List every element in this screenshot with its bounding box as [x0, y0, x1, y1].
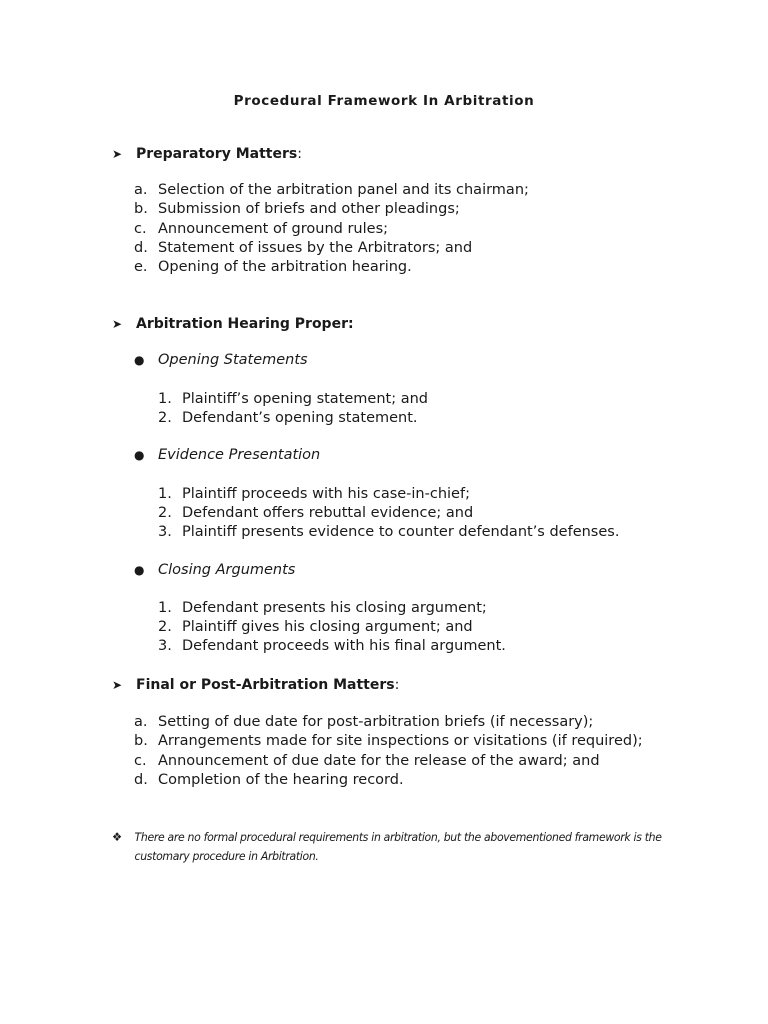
list-item: b. Submission of briefs and other pleadings;: [134, 201, 460, 218]
section-preparatory-heading: [112, 146, 302, 162]
arrow-bullet-icon: ➤: [112, 147, 123, 161]
round-bullet-icon: ●: [134, 563, 145, 577]
opening-statements-heading: ● Opening Statements: [134, 352, 308, 368]
list-item: c. Announcement of ground rules;: [134, 220, 389, 237]
section-final-colon: :: [394, 677, 400, 693]
preparatory-list: [134, 181, 529, 277]
list-item: 3. Plaintiff presents evidence to counter defendant’s defenses.: [158, 524, 620, 540]
section-final-title: Final or Post-Arbitration Matters: [136, 677, 395, 693]
footnote: [112, 828, 676, 866]
list-item: 1. Plaintiff proceeds with his case-in-chief;: [158, 486, 470, 502]
section-final-heading: [112, 677, 399, 693]
list-item: e. Opening of the arbitration hearing.: [134, 259, 412, 276]
list-item: c. Announcement of due date for the release of the award; and: [134, 752, 600, 769]
evidence-presentation-heading: ● Evidence Presentation: [134, 447, 321, 463]
list-item: d. Completion of the hearing record.: [134, 771, 404, 788]
footnote-text: There are no formal procedural requirements in arbitration, but the abovementioned framework is the customary procedure in Arbitration.: [134, 830, 662, 863]
list-item: a. Setting of due date for post-arbitration briefs (if necessary);: [134, 714, 594, 730]
section-preparatory-colon: :: [297, 146, 302, 162]
arrow-bullet-icon: ➤: [112, 317, 123, 331]
diamond-bullet-icon: ❖: [112, 830, 122, 844]
closing-arguments-heading: ● Closing Arguments: [134, 562, 296, 578]
list-item: 3. Defendant proceeds with his final argument.: [158, 638, 506, 654]
section-preparatory-title: Preparatory Matters: [136, 146, 298, 162]
arrow-bullet-icon: ➤: [112, 678, 123, 692]
final-matters-list: [134, 713, 643, 790]
list-item: 2. Plaintiff gives his closing argument; and: [158, 619, 473, 635]
evidence-presentation-list: [158, 485, 619, 542]
list-item: 2. Defendant’s opening statement.: [158, 410, 418, 426]
closing-arguments-list: [158, 599, 506, 656]
opening-statements-list: [158, 390, 428, 428]
list-item: b. Arrangements made for site inspections or visitations (if required);: [134, 733, 643, 750]
section-hearing-title: Arbitration Hearing Proper:: [136, 316, 354, 332]
list-item: 1. Defendant presents his closing argument;: [158, 600, 487, 616]
document-title: Procedural Framework In Arbitration: [233, 93, 535, 109]
list-item: a. Selection of the arbitration panel and its chairman;: [134, 182, 529, 198]
round-bullet-icon: ●: [134, 353, 145, 367]
section-hearing-heading: [112, 316, 354, 332]
list-item: 1. Plaintiff’s opening statement; and: [158, 391, 428, 407]
list-item: 2. Defendant offers rebuttal evidence; and: [158, 505, 474, 521]
round-bullet-icon: ●: [134, 448, 145, 462]
list-item: d. Statement of issues by the Arbitrators; and: [134, 239, 473, 256]
